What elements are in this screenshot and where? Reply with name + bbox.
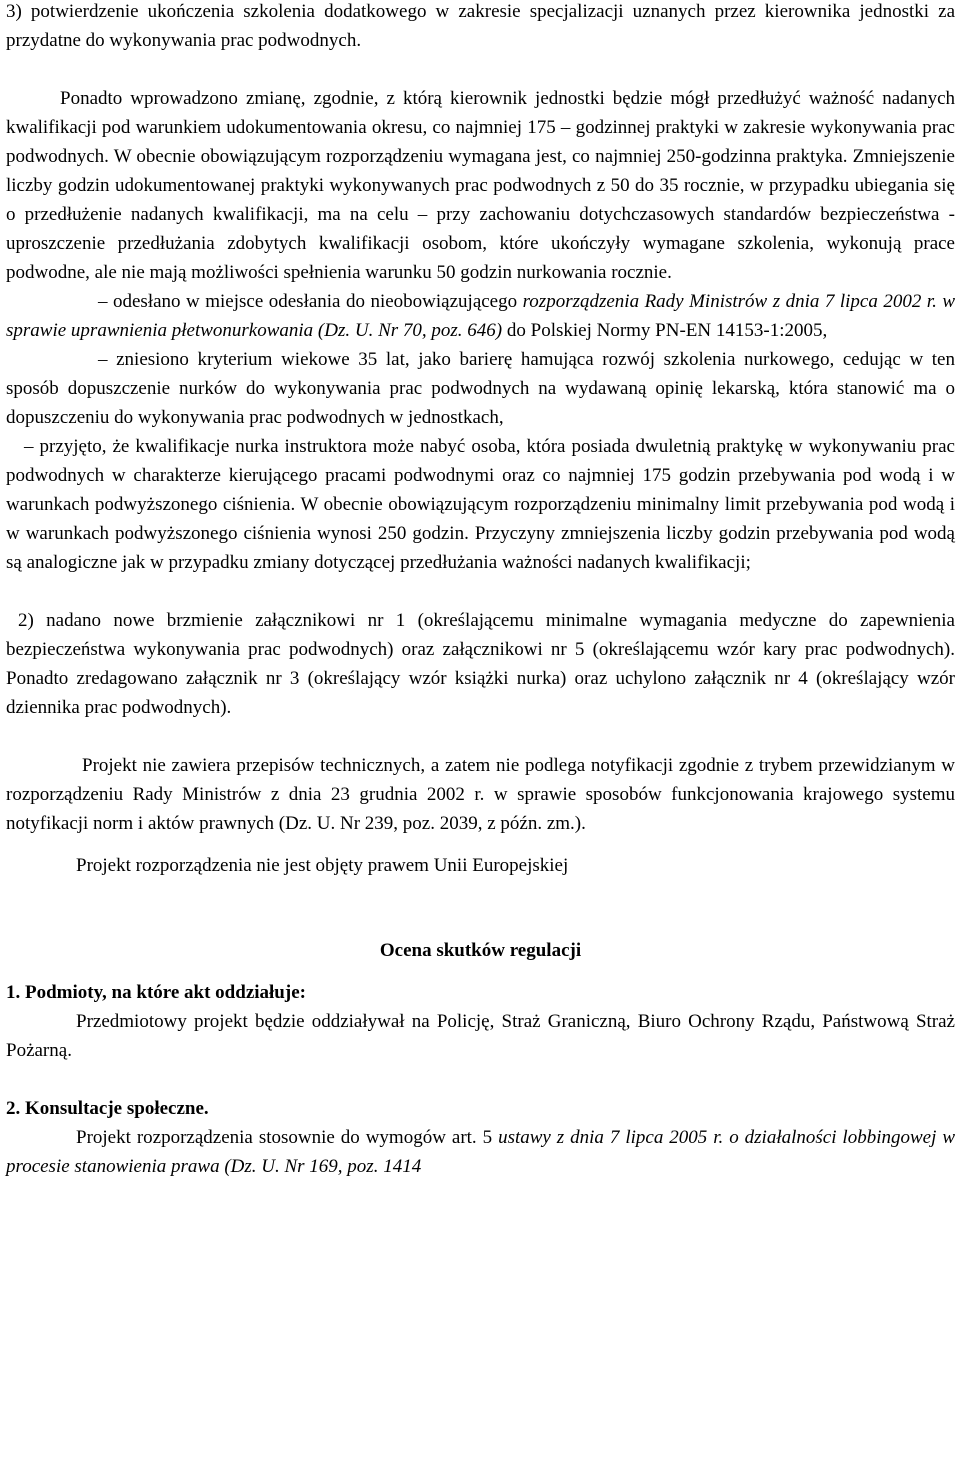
spacer	[6, 722, 955, 751]
spacer	[6, 1065, 955, 1094]
paragraph-reference-change	[6, 287, 955, 345]
lobbying-act-citation: ustawy z dnia 7 lipca 2005 r. o działalności lobbingowej w procesie stanowienia prawa (Dz. U. Nr 169, poz. 1414	[6, 1127, 955, 1177]
paragraph-instructor-qualification: – przyjęto, że kwalifikacje nurka instruktora może nabyć osoba, która posiada dwuletnią praktykę w wykonywaniu prac podwodnych w charakterze kierującego pracami podwodnymi oraz co najmniej 175 godzin przebywania pod wodą i w warunkach podwyższonego ciśnienia. W obecnie obowiązującym rozporządzeniu minimalny limit przebywania pod wodą i w warunkach podwyższonego ciśnienia wynosi 250 godzin. Przyczyny zmniejszenia liczby godzin przebywania pod wodą są analogiczne jak w przypadku zmiany dotyczącej przedłużania ważności nadanych kwalifikacji;	[6, 436, 955, 573]
section-2-body	[6, 1123, 955, 1181]
list-item-2-attachments: 2) nadano nowe brzmienie załącznikowi nr 1 (określającemu minimalne wymagania medyczne do zapewnienia bezpieczeństwa wykonywania prac podwodnych) oraz załącznikowi nr 5 (określającemu wzór kary prac podwodnych). Ponadto zredagowano załącznik nr 3 (określający wzór książki nurka) oraz uchylono załącznik nr 4 (określający wzór dziennika prac podwodnych).	[6, 610, 955, 718]
paragraph-age-criterion: – zniesiono kryterium wiekowe 35 lat, jako barierę hamująca rozwój szkolenia nurkowego, cedując w ten sposób dopuszczenie nurków do wykonywania prac podwodnych na wydawaną opinię lekarską, która stanowić ma o dopuszczeniu do wykonywania prac podwodnych w jednostkach,	[6, 349, 955, 428]
spacer	[6, 965, 955, 978]
spacer	[6, 838, 955, 851]
spacer	[6, 880, 955, 936]
paragraph-notification: Projekt nie zawiera przepisów technicznych, a zatem nie podlega notyfikacji zgodnie z trybem przewidzianym w rozporządzeniu Rady Ministrów z dnia 23 grudnia 2002 r. w sprawie sposobów funkcjonowania krajowego systemu notyfikacji norm i aktów prawnych (Dz. U. Nr 239, poz. 2039, z późn. zm.).	[6, 755, 955, 834]
consultation-text: Projekt rozporządzenia stosownie do wymogów art. 5	[76, 1127, 499, 1148]
paragraph-eu-law: Projekt rozporządzenia nie jest objęty prawem Unii Europejskiej	[76, 855, 569, 876]
spacer	[6, 55, 955, 84]
reference-change-text: – odesłano w miejsce odesłania do nieobowiązującego	[98, 291, 523, 312]
section-1-title: 1. Podmioty, na które akt oddziałuje:	[6, 982, 306, 1003]
section-2-title: 2. Konsultacje społeczne.	[6, 1098, 209, 1119]
list-item-3: 3) potwierdzenie ukończenia szkolenia dodatkowego w zakresie specjalizacji uznanych przez kierownika jednostki za przydatne do wykonywania prac podwodnych.	[6, 1, 955, 51]
section-heading: Ocena skutków regulacji	[379, 940, 582, 961]
paragraph-qualification-extension: Ponadto wprowadzono zmianę, zgodnie, z którą kierownik jednostki będzie mógł przedłużyć ważność nadanych kwalifikacji pod warunkiem udokumentowania okresu, co najmniej 175 – godzinnej praktyki w zakresie wykonywania prac podwodnych. W obecnie obowiązującym rozporządzeniu wymagana jest, co najmniej 250-godzinna praktyka. Zmniejszenie liczby godzin udokumentowanej praktyki wykonywanych prac podwodnych z 50 do 35 rocznie, w przypadku ubiegania się o przedłużenie nadanych kwalifikacji, ma na celu – przy zachowaniu dotychczasowych standardów bezpieczeństwa - uproszczenie przedłużania zdobytych kwalifikacji osobom, które ukończyły wymagane szkolenia, wykonują prace podwodne, ale nie mają możliwości spełnienia warunku 50 godzin nurkowania rocznie.	[6, 88, 955, 283]
section-1-body: Przedmiotowy projekt będzie oddziaływał na Policję, Straż Graniczną, Biuro Ochrony Rządu, Państwową Straż Pożarną.	[6, 1011, 955, 1061]
spacer	[6, 577, 955, 606]
norm-reference: do Polskiej Normy PN-EN 14153-1:2005,	[502, 320, 828, 341]
regulation-citation: rozporządzenia Rady Ministrów z dnia 7 lipca 2002 r. w sprawie uprawnienia płetwonurkowania (Dz. U. Nr 70, poz. 646)	[6, 291, 956, 341]
